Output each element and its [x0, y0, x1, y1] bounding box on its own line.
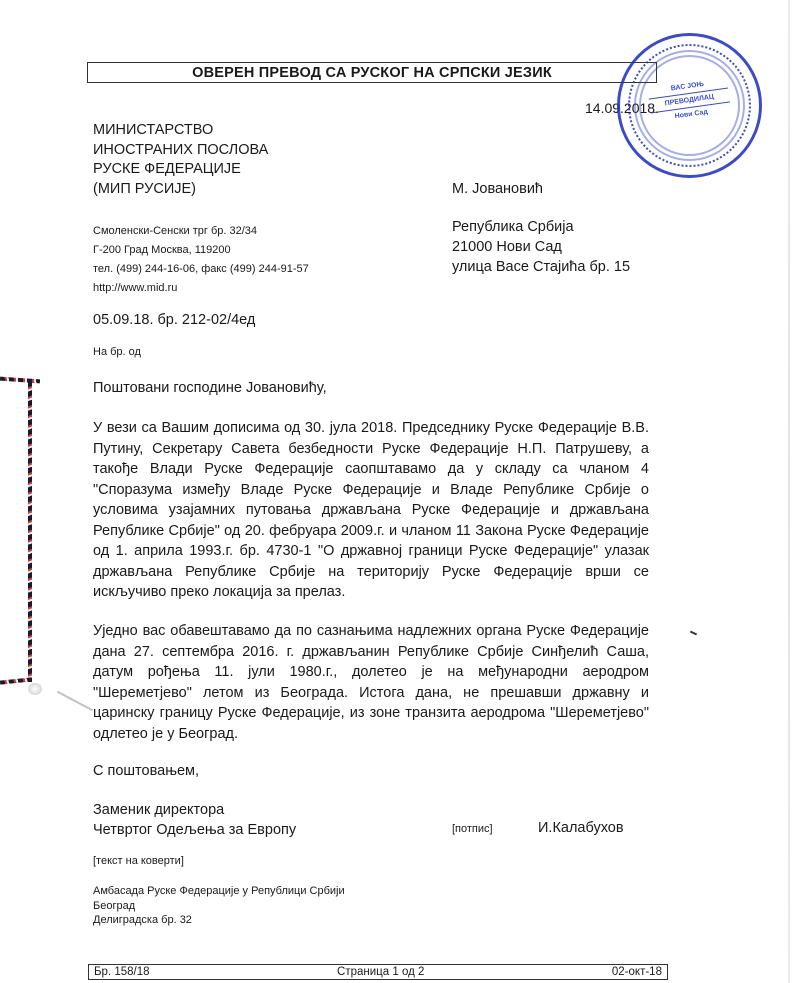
footer-doc-number: Бр. 158/18 [94, 966, 150, 978]
ministry-line: ИНОСТРАНИХ ПОСЛОВА [93, 141, 269, 158]
recipient-name: М. Јовановић [452, 181, 543, 197]
page-footer [88, 964, 668, 980]
recipient-address-line: 21000 Нови Сад [452, 239, 562, 255]
envelope-line: Делиградска бр. 32 [93, 914, 192, 926]
ministry-line: МИНИСТАРСТВО [93, 122, 214, 138]
stamp-text-2: ПРЕВОДИЛАЦ [664, 93, 715, 108]
sender-phone-fax: тел. (499) 244-16-06, факс (499) 244-91-57 [93, 263, 309, 275]
role-line: Заменик директора [93, 802, 225, 818]
seal-knot [28, 683, 42, 695]
ministry-line: РУСКЕ ФЕДЕРАЦИЈЕ [93, 161, 241, 177]
envelope-line: Амбасада Руске Федерације у Републици Србији [93, 885, 345, 897]
binding-cord [28, 382, 32, 682]
document-title: ОВЕРЕН ПРЕВОД СА РУСКОГ НА СРПСКИ ЈЕЗИК [192, 64, 552, 81]
signature-mark: [потпис] [452, 823, 493, 835]
ministry-line: (МИП РУСИЈЕ) [93, 180, 196, 197]
sender-address [93, 222, 309, 298]
closing-regards: С поштовањем, [93, 763, 200, 779]
footer-date: 02-окт-18 [611, 966, 662, 978]
sender-website: http://www.mid.ru [93, 282, 178, 294]
page-edge [788, 0, 790, 983]
sender-address-line: Смоленски-Сенски трг бр. 32/34 [93, 225, 258, 237]
recipient-address [452, 217, 630, 277]
envelope-address [93, 884, 345, 928]
signatory-role [93, 800, 296, 840]
reference-on: На бр. од [93, 346, 141, 358]
salutation: Поштовани господине Јовановићу, [93, 380, 327, 396]
body-paragraph-2: Уједно вас обавештавамо да по сазнањима надлежних органа Руске Федерације дана 27. септембра 2016. г. држављанин Републике Србије Синђелић Саша, датум рођења 11. јули 1980.г., долетео је на међународни аеродром "Шереметјево" летом из Београда. Истога дана, не прешавши државну и царинску границу Руске Федерације, из зоне транзита аеродрома "Шереметјево" одлетео је у Београд. [93, 623, 649, 742]
binding-cord-top [0, 377, 40, 384]
stamp-text-3: Нови Сад [674, 108, 709, 121]
document-title-box [87, 62, 657, 83]
certification-date: 14.09.2018. [585, 100, 659, 116]
ink-speck [690, 631, 697, 636]
binding-cord-bottom [0, 677, 32, 684]
translator-stamp [617, 33, 762, 178]
sender-ministry [93, 121, 268, 199]
paper-crease [57, 691, 93, 712]
signatory-name: И.Калабухов [538, 820, 624, 836]
recipient-address-line: Република Србија [452, 219, 574, 235]
recipient-address-line: улица Васе Стајића бр. 15 [452, 259, 631, 275]
envelope-line: Београд [93, 899, 136, 912]
role-line: Четвртог Одељења за Европу [93, 822, 297, 838]
reference-number: 05.09.18. бр. 212-02/4ед [93, 312, 256, 328]
stamp-text-1: ВАС ЈОЊ [670, 80, 705, 93]
footer-page-label: Страница 1 од 2 [337, 966, 425, 978]
envelope-note: [текст на коверти] [93, 855, 184, 867]
sender-address-line: Г-200 Град Москва, 119200 [93, 244, 231, 256]
body-paragraph-1: У вези са Вашим дописима од 30. јула 2018. Председнику Руске Федерације В.В. Путину, Секретару Савета безбедности Руске Федерације Н.П. Патрушеву, а такође Влади Руске Федерације саопштавамо да у складу са чланом 4 "Споразума између Владе Руске Федерације и Владе Републике Србије о условима узајамних путовања држављана Руске Федерације и држављана Републике Србије" од 20. фебруара 2009.г. и чланом 11 Закона Руске Федерације од 1. априла 1993.г. бр. 4730-1 "О државној граници Руске Федерације" улазак држављана Републике Србије на територију Руске Федерације врши се искључиво преко локација за прелаз. [93, 420, 649, 600]
